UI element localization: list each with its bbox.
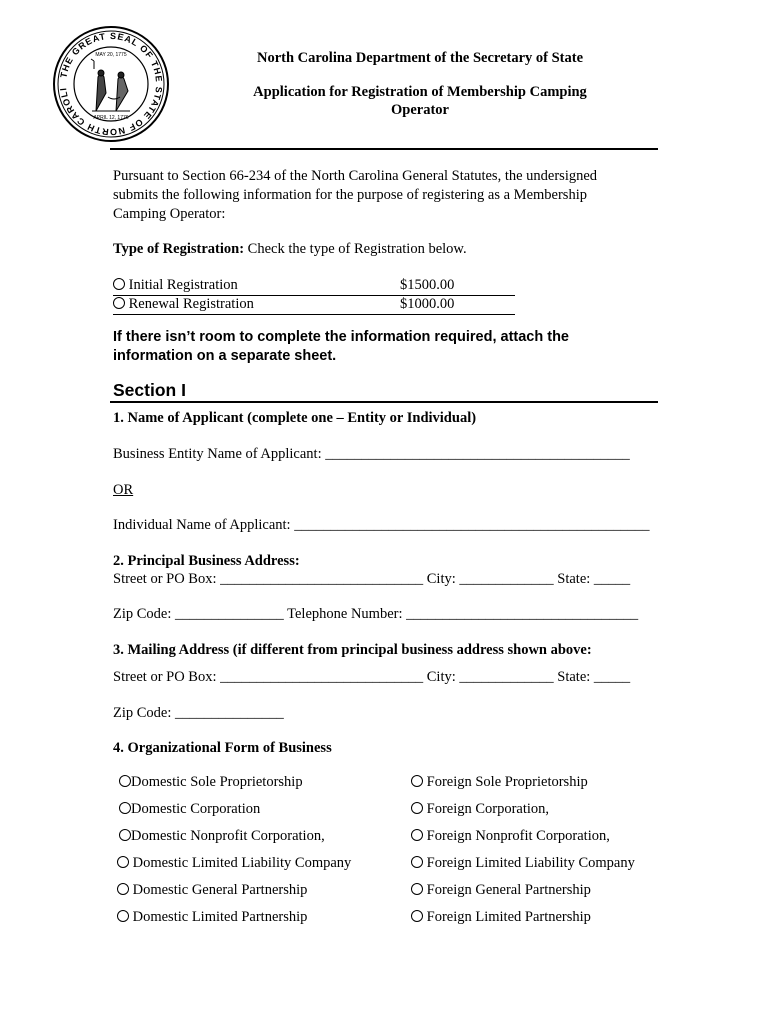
org-option-domestic-general-partnership[interactable]	[117, 882, 307, 899]
q4-heading: 4. Organizational Form of Business	[113, 740, 332, 756]
initial-registration-radio[interactable]	[113, 278, 125, 290]
q1-heading: 1. Name of Applicant (complete one – Entity or Individual)	[113, 410, 477, 426]
initial-registration-option[interactable]	[113, 276, 386, 296]
radio-icon[interactable]	[119, 802, 131, 814]
renewal-registration-fee-cell	[386, 295, 515, 315]
radio-icon[interactable]	[411, 802, 423, 814]
org-option-foreign-sole-proprietorship[interactable]	[411, 774, 588, 791]
org-option-label: Domestic Corporation	[131, 801, 261, 817]
renewal-registration-option[interactable]	[113, 295, 386, 315]
renewal-registration-label: Renewal Registration	[128, 296, 254, 312]
section-divider	[110, 401, 658, 403]
renewal-registration-fee: $1000.00	[400, 296, 455, 312]
org-option-foreign-limited-partnership[interactable]	[411, 909, 591, 926]
radio-icon[interactable]	[411, 883, 423, 895]
renewal-registration-radio[interactable]	[113, 297, 125, 309]
seal-ring-text: THE GREAT SEAL OF THE STATE OF NORTH CAROLI	[58, 30, 165, 138]
org-option-foreign-corporation[interactable]	[411, 801, 549, 818]
or-label: OR	[113, 482, 134, 498]
org-option-label: Domestic Sole Proprietorship	[131, 774, 303, 790]
org-option-foreign-llc[interactable]	[411, 855, 635, 872]
q2-heading: 2. Principal Business Address:	[113, 553, 300, 569]
org-option-domestic-limited-partnership[interactable]	[117, 909, 307, 926]
org-option-label: Domestic Limited Partnership	[132, 909, 308, 925]
org-option-label: Domestic Limited Liability Company	[132, 855, 352, 871]
individual-name-field[interactable]: Individual Name of Applicant: _________________________________________________	[113, 517, 650, 533]
form-title-line2: Operator	[391, 102, 449, 118]
radio-icon[interactable]	[119, 775, 131, 787]
radio-icon[interactable]	[119, 829, 131, 841]
org-option-label: Domestic Nonprofit Corporation,	[131, 828, 325, 844]
org-option-label: Foreign Limited Partnership	[426, 909, 591, 925]
section-title: Section I	[113, 380, 186, 400]
radio-icon[interactable]	[411, 775, 423, 787]
radio-icon[interactable]	[411, 910, 423, 922]
principal-street-city-state-field[interactable]: Street or PO Box: ____________________________ City: _____________ State: _____	[113, 571, 631, 587]
mailing-street-city-state-field[interactable]: Street or PO Box: ____________________________ City: _____________ State: _____	[113, 669, 631, 685]
org-option-label: Domestic General Partnership	[132, 882, 308, 898]
org-option-domestic-sole-proprietorship[interactable]	[119, 774, 303, 791]
radio-icon[interactable]	[117, 883, 129, 895]
header-divider	[110, 148, 658, 150]
registration-type-label: Type of Registration:	[113, 241, 245, 257]
intro-paragraph: Pursuant to Section 66-234 of the North Carolina General Statutes, the undersigned submits the following information for the purpose of registering as a Membership Camping Operator:	[113, 168, 598, 222]
principal-zip-phone-field[interactable]: Zip Code: _______________ Telephone Number: ________________________________	[113, 606, 639, 622]
business-entity-name-field[interactable]: Business Entity Name of Applicant: __________________________________________	[113, 446, 630, 462]
org-option-domestic-llc[interactable]	[117, 855, 351, 872]
initial-registration-fee-cell	[386, 276, 515, 296]
radio-icon[interactable]	[411, 856, 423, 868]
initial-registration-label: Initial Registration	[128, 277, 238, 293]
org-option-label: Foreign Corporation,	[426, 801, 550, 817]
radio-icon[interactable]	[117, 910, 129, 922]
org-option-foreign-general-partnership[interactable]	[411, 882, 591, 899]
org-option-label: Foreign General Partnership	[426, 882, 591, 898]
initial-registration-fee: $1500.00	[400, 277, 455, 293]
attachment-note: If there isn’t room to complete the information required, attach the information on a separate sheet.	[113, 329, 569, 364]
agency-name: North Carolina Department of the Secretary of State	[256, 50, 584, 66]
registration-type-instruction: Check the type of Registration below.	[244, 241, 467, 257]
seal-top-date: MAY 20, 1775	[95, 52, 127, 58]
org-option-foreign-nonprofit-corporation[interactable]	[411, 828, 610, 845]
org-option-label: Foreign Sole Proprietorship	[426, 774, 588, 790]
state-seal	[52, 25, 170, 143]
seal-bottom-date: APRIL 12, 1776	[93, 115, 129, 121]
radio-icon[interactable]	[411, 829, 423, 841]
form-title-line1: Application for Registration of Membership Camping	[253, 84, 587, 100]
q3-heading: 3. Mailing Address (if different from principal business address shown above:	[113, 642, 592, 658]
radio-icon[interactable]	[117, 856, 129, 868]
org-option-domestic-nonprofit-corporation[interactable]	[119, 828, 325, 845]
registration-type-line	[113, 240, 467, 259]
org-option-label: Foreign Nonprofit Corporation,	[426, 828, 610, 844]
org-option-domestic-corporation[interactable]	[119, 801, 260, 818]
mailing-zip-field[interactable]: Zip Code: _______________	[113, 705, 284, 721]
org-option-label: Foreign Limited Liability Company	[426, 855, 635, 871]
